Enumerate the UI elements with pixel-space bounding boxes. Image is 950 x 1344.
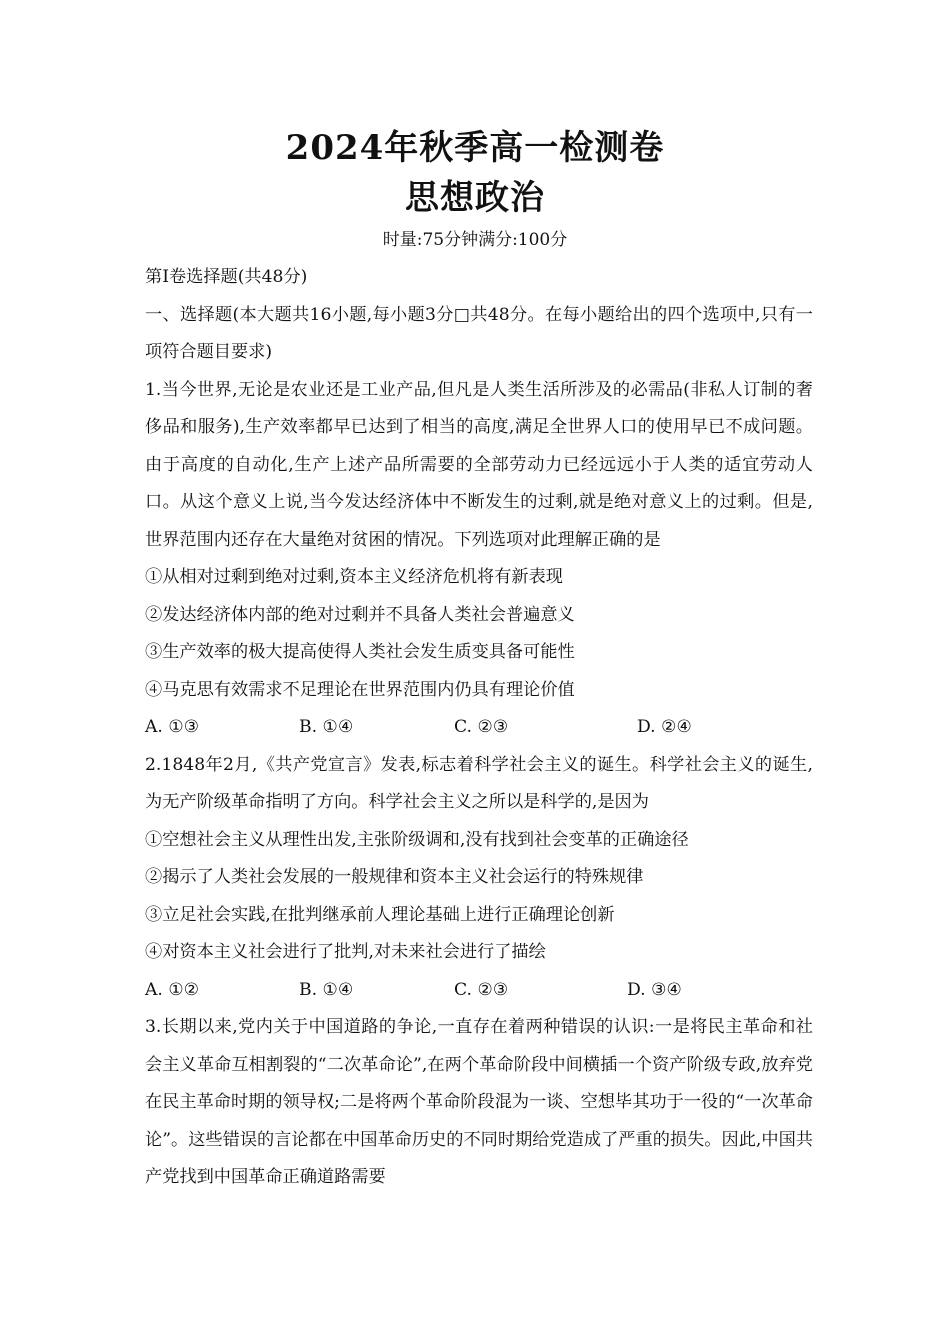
section-part: 第Ⅰ卷选择题(共48分) — [145, 267, 308, 287]
exam-info: 时量:75分钟满分:100分 — [382, 230, 568, 250]
question-2-item-4: ④对资本主义社会进行了批判,对未来社会进行了描绘 — [145, 942, 546, 962]
section-instructions: 一、选择题(本大题共16小题,每小题3分□共48分。在每小题给出的四个选项中,只有一项符合题目要求) — [145, 304, 813, 362]
question-1-item-4: ④马克思有效需求不足理论在世界范围内仍具有理论价值 — [145, 679, 575, 700]
question-2-item-2: ②揭示了人类社会发展的一般规律和资本主义社会运行的特殊规律 — [145, 867, 644, 887]
question-2-option-c: C. ②③ — [454, 979, 509, 1000]
question-1-item-2: ②发达经济体内部的绝对过剩并不具备人类社会普遍意义 — [145, 604, 575, 625]
question-3-stem: 3.长期以来,党内关于中国道路的争论,一直存在着两种错误的认识:一是将民主革命和社会主义革命互相割裂的“二次革命论”,在两个革命阶段中间横插一个资产阶级专政,放弃党在民主革命时期的领导权;二是将两个革命阶段混为一谈、空想毕其功于一役的“一次革命论”。这些错误的言论都在中国革命历史的不同时期给党造成了严重的损失。因此,中国共产党找到中国革命正确道路需要 — [145, 1017, 813, 1187]
question-2-option-a: A. ①② — [145, 979, 200, 1000]
question-2-item-1: ①空想社会主义从理性出发,主张阶级调和,没有找到社会变革的正确途径 — [145, 829, 689, 850]
question-2-option-b: B. ①④ — [299, 979, 354, 1000]
question-1-item-3: ③生产效率的极大提高使得人类社会发生质变具备可能性 — [145, 642, 575, 662]
question-1-stem: 1.当今世界,无论是农业还是工业产品,但凡是人类生活所涉及的必需品(非私人订制的奢侈品和服务),生产效率都早已达到了相当的高度,满足全世界人口的使用早已不成问题。由于高度的自动化,生产上述产品所需要的全部劳动力已经远远小于人类的适宜劳动人口。从这个意义上说,当今发达经济体中不断发生的过剩,就是绝对意义上的过剩。但是,世界范围内还存在大量绝对贫困的情况。下列选项对此理解正确的是 — [145, 379, 813, 550]
question-1-option-a: A. ①③ — [145, 717, 200, 737]
subject-title: 思想政治 — [405, 178, 545, 218]
question-1-option-d: D. ②④ — [637, 717, 692, 737]
exam-title: 2024年秋季高一检测卷 — [285, 128, 665, 168]
question-2-options — [145, 972, 813, 1010]
exam-content — [145, 259, 813, 1197]
question-2-option-d: D. ③④ — [627, 979, 682, 1000]
question-1-option-c: C. ②③ — [454, 717, 509, 737]
question-2-item-3: ③立足社会实践,在批判继承前人理论基础上进行正确理论创新 — [145, 904, 615, 925]
question-1-options — [145, 709, 813, 747]
question-1-item-1: ①从相对过剩到绝对过剩,资本主义经济危机将有新表现 — [145, 567, 563, 587]
question-1-option-b: B. ①④ — [299, 717, 354, 737]
question-2-stem: 2.1848年2月,《共产党宣言》发表,标志着科学社会主义的诞生。科学社会主义的诞生,为无产阶级革命指明了方向。科学社会主义之所以是科学的,是因为 — [145, 754, 813, 812]
